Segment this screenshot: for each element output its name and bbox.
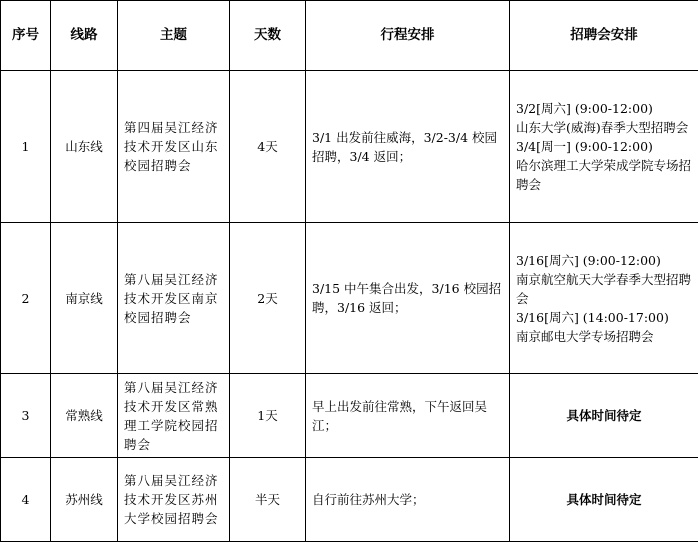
table-row bbox=[1, 374, 698, 458]
recruit-name: 南京航空航天大学春季大型招聘会 bbox=[516, 270, 692, 308]
cell-seq: 1 bbox=[1, 71, 51, 223]
recruit-time: 3/2[周六] (9:00-12:00) bbox=[516, 99, 692, 118]
cell-theme: 第八届吴江经济技术开发区常熟理工学院校园招聘会 bbox=[118, 374, 230, 458]
cell-itinerary: 自行前往苏州大学； bbox=[306, 458, 510, 542]
cell-days: 4天 bbox=[230, 71, 306, 223]
header-days: 天数 bbox=[230, 1, 306, 71]
cell-recruit bbox=[510, 71, 698, 223]
table-row bbox=[1, 458, 698, 542]
recruit-item bbox=[516, 251, 692, 308]
recruit-item bbox=[516, 137, 692, 194]
header-seq: 序号 bbox=[1, 1, 51, 71]
recruit-name: 南京邮电大学专场招聘会 bbox=[516, 327, 692, 346]
cell-route: 山东线 bbox=[51, 71, 118, 223]
recruit-time: 3/16[周六] (14:00-17:00) bbox=[516, 308, 692, 327]
cell-theme: 第八届吴江经济技术开发区苏州大学校园招聘会 bbox=[118, 458, 230, 542]
header-row bbox=[1, 1, 698, 71]
cell-route: 苏州线 bbox=[51, 458, 118, 542]
header-recruit: 招聘会安排 bbox=[510, 1, 698, 71]
cell-route: 南京线 bbox=[51, 223, 118, 374]
cell-days: 2天 bbox=[230, 223, 306, 374]
cell-itinerary: 3/1 出发前往威海，3/2-3/4 校园招聘，3/4 返回； bbox=[306, 71, 510, 223]
cell-route: 常熟线 bbox=[51, 374, 118, 458]
cell-itinerary: 早上出发前往常熟，下午返回吴江； bbox=[306, 374, 510, 458]
cell-seq: 3 bbox=[1, 374, 51, 458]
cell-itinerary: 3/15 中午集合出发，3/16 校园招聘，3/16 返回； bbox=[306, 223, 510, 374]
cell-theme: 第四届吴江经济技术开发区山东校园招聘会 bbox=[118, 71, 230, 223]
recruit-name: 哈尔滨理工大学荣成学院专场招聘会 bbox=[516, 156, 692, 194]
table-row bbox=[1, 223, 698, 374]
recruit-time: 3/4[周一] (9:00-12:00) bbox=[516, 137, 692, 156]
recruit-item bbox=[516, 308, 692, 346]
cell-days: 半天 bbox=[230, 458, 306, 542]
recruit-item bbox=[516, 99, 692, 137]
cell-recruit-tbd: 具体时间待定 bbox=[510, 374, 698, 458]
cell-seq: 2 bbox=[1, 223, 51, 374]
recruit-name: 山东大学(威海)春季大型招聘会 bbox=[516, 118, 692, 137]
cell-days: 1天 bbox=[230, 374, 306, 458]
cell-theme: 第八届吴江经济技术开发区南京校园招聘会 bbox=[118, 223, 230, 374]
header-route: 线路 bbox=[51, 1, 118, 71]
cell-recruit-tbd: 具体时间待定 bbox=[510, 458, 698, 542]
cell-recruit bbox=[510, 223, 698, 374]
recruit-time: 3/16[周六] (9:00-12:00) bbox=[516, 251, 692, 270]
header-theme: 主题 bbox=[118, 1, 230, 71]
cell-seq: 4 bbox=[1, 458, 51, 542]
table-row bbox=[1, 71, 698, 223]
header-itinerary: 行程安排 bbox=[306, 1, 510, 71]
